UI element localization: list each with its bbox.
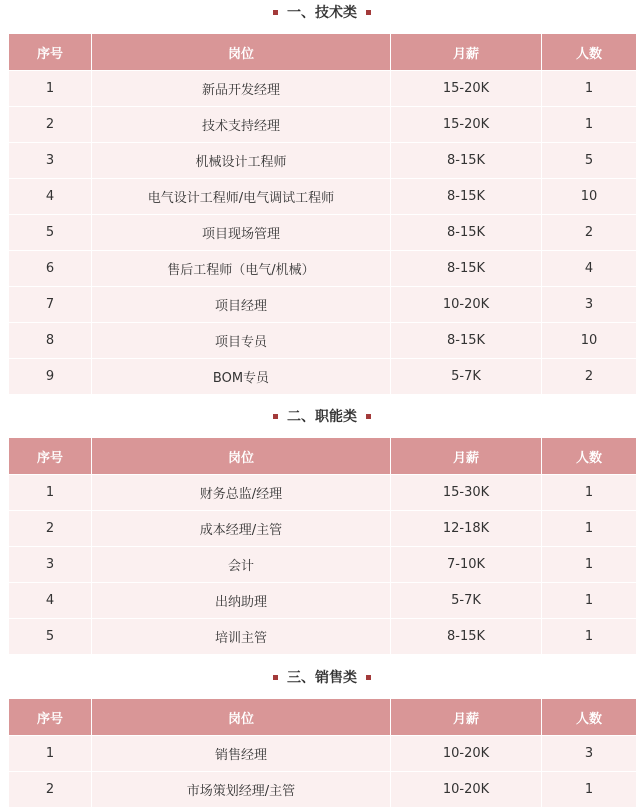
cell-position: 会计	[92, 547, 391, 583]
cell-position: 技术支持经理	[92, 107, 391, 143]
cell-salary: 8-15K	[391, 215, 542, 251]
cell-no: 4	[9, 583, 92, 619]
header-salary: 月薪	[391, 438, 542, 475]
cell-salary: 5-7K	[391, 583, 542, 619]
cell-salary: 8-15K	[391, 143, 542, 179]
cell-no: 1	[9, 71, 92, 107]
header-position: 岗位	[92, 699, 391, 736]
cell-no: 8	[9, 323, 92, 359]
header-no: 序号	[9, 699, 92, 736]
cell-position: 市场策划经理/主管	[92, 772, 391, 808]
job-table-function	[9, 438, 636, 655]
bullet-icon	[366, 675, 371, 680]
table-row	[9, 736, 636, 772]
cell-count: 10	[542, 179, 636, 215]
table-row	[9, 107, 636, 143]
cell-count: 1	[542, 511, 636, 547]
header-no: 序号	[9, 34, 92, 71]
cell-position: 售后工程师（电气/机械）	[92, 251, 391, 287]
cell-salary: 10-20K	[391, 736, 542, 772]
header-count: 人数	[542, 699, 636, 736]
cell-salary: 15-20K	[391, 71, 542, 107]
cell-count: 3	[542, 287, 636, 323]
cell-position: 项目现场管理	[92, 215, 391, 251]
table-row	[9, 323, 636, 359]
cell-count: 1	[542, 619, 636, 655]
cell-salary: 8-15K	[391, 179, 542, 215]
table-row	[9, 511, 636, 547]
cell-no: 9	[9, 359, 92, 395]
cell-position: 新品开发经理	[92, 71, 391, 107]
header-position: 岗位	[92, 438, 391, 475]
cell-position: BOM专员	[92, 359, 391, 395]
table-row	[9, 359, 636, 395]
cell-salary: 15-30K	[391, 475, 542, 511]
cell-count: 2	[542, 215, 636, 251]
table-row	[9, 287, 636, 323]
cell-no: 7	[9, 287, 92, 323]
cell-no: 2	[9, 511, 92, 547]
cell-position: 财务总监/经理	[92, 475, 391, 511]
cell-position: 销售经理	[92, 736, 391, 772]
job-table-sales	[9, 699, 636, 808]
header-count: 人数	[542, 34, 636, 71]
cell-no: 5	[9, 215, 92, 251]
section-title-function	[0, 404, 644, 428]
bullet-icon	[273, 10, 278, 15]
bullet-icon	[273, 414, 278, 419]
table-header-row	[9, 34, 636, 71]
cell-no: 5	[9, 619, 92, 655]
cell-position: 机械设计工程师	[92, 143, 391, 179]
table-row	[9, 547, 636, 583]
cell-count: 1	[542, 583, 636, 619]
cell-no: 2	[9, 772, 92, 808]
cell-salary: 8-15K	[391, 323, 542, 359]
table-row	[9, 619, 636, 655]
cell-no: 3	[9, 143, 92, 179]
cell-count: 3	[542, 736, 636, 772]
cell-position: 成本经理/主管	[92, 511, 391, 547]
section-title-text: 三、销售类	[287, 670, 357, 686]
table-row	[9, 179, 636, 215]
section-title-text: 二、职能类	[287, 409, 357, 425]
table-header-row	[9, 438, 636, 475]
table-row	[9, 251, 636, 287]
cell-count: 10	[542, 323, 636, 359]
table-row	[9, 475, 636, 511]
cell-no: 6	[9, 251, 92, 287]
cell-position: 项目经理	[92, 287, 391, 323]
section-title-tech	[0, 0, 644, 24]
cell-salary: 7-10K	[391, 547, 542, 583]
cell-count: 4	[542, 251, 636, 287]
cell-count: 1	[542, 107, 636, 143]
cell-count: 1	[542, 71, 636, 107]
section-title-text: 一、技术类	[287, 5, 357, 21]
header-count: 人数	[542, 438, 636, 475]
bullet-icon	[366, 414, 371, 419]
table-header-row	[9, 699, 636, 736]
header-position: 岗位	[92, 34, 391, 71]
cell-count: 1	[542, 547, 636, 583]
cell-count: 5	[542, 143, 636, 179]
table-row	[9, 143, 636, 179]
cell-position: 电气设计工程师/电气调试工程师	[92, 179, 391, 215]
job-table-tech	[9, 34, 636, 395]
section-title-sales	[0, 665, 644, 689]
table-row	[9, 583, 636, 619]
cell-position: 出纳助理	[92, 583, 391, 619]
table-row	[9, 772, 636, 808]
cell-count: 2	[542, 359, 636, 395]
table-row	[9, 215, 636, 251]
cell-salary: 10-20K	[391, 287, 542, 323]
cell-salary: 5-7K	[391, 359, 542, 395]
cell-salary: 10-20K	[391, 772, 542, 808]
cell-position: 项目专员	[92, 323, 391, 359]
cell-no: 3	[9, 547, 92, 583]
cell-salary: 8-15K	[391, 251, 542, 287]
cell-salary: 8-15K	[391, 619, 542, 655]
cell-count: 1	[542, 475, 636, 511]
bullet-icon	[273, 675, 278, 680]
cell-salary: 12-18K	[391, 511, 542, 547]
cell-position: 培训主管	[92, 619, 391, 655]
bullet-icon	[366, 10, 371, 15]
cell-no: 1	[9, 736, 92, 772]
cell-count: 1	[542, 772, 636, 808]
cell-no: 2	[9, 107, 92, 143]
cell-salary: 15-20K	[391, 107, 542, 143]
header-no: 序号	[9, 438, 92, 475]
cell-no: 1	[9, 475, 92, 511]
header-salary: 月薪	[391, 699, 542, 736]
header-salary: 月薪	[391, 34, 542, 71]
cell-no: 4	[9, 179, 92, 215]
table-row	[9, 71, 636, 107]
